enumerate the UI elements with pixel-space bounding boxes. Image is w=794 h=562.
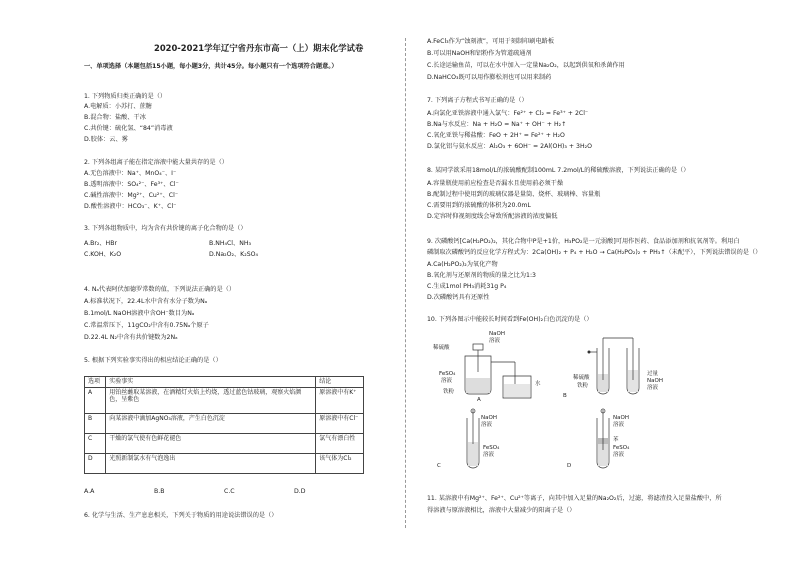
- q5-choice-a: A.A: [84, 488, 95, 495]
- q5-table: [84, 376, 364, 474]
- figure-a-label: FeSO₄: [439, 371, 456, 377]
- q11-stem-cont: 得溶液与原溶液相比，溶液中大量减少的阳离子是（）: [427, 507, 576, 514]
- q4-stem: 4. Nₐ代表阿伏加德罗常数的值，下列说法正确的是（）: [84, 286, 236, 293]
- figure-d-label: 苯: [613, 437, 619, 443]
- q9-option-c: C.生成1mol PH₃消耗31g P₄: [427, 283, 507, 290]
- q4-option-d: D.22.4L N₂中含有共价键数为2Nₐ: [84, 334, 178, 341]
- q9-option-b: B.氧化剂与还原剂的物质的量之比为1:3: [427, 272, 536, 279]
- q2-option-d: D.酸性溶液中：HCO₃⁻、K⁺、Cl⁻: [84, 203, 177, 210]
- q3-option-c: C.KOH、K₂O: [84, 251, 122, 258]
- figure-d-apparatus: [567, 408, 677, 472]
- figure-b-label: 溶液: [647, 385, 659, 391]
- q2-option-b: B.透明溶液中：SO₄²⁻、Fe³⁺、Cl⁻: [84, 181, 179, 188]
- table-cell: 该气体为Cl₂: [316, 453, 364, 473]
- figure-a-label: 铁粉: [443, 389, 455, 395]
- q2-option-c: C.碱性溶液中：Mg²⁺、Cu²⁺、Cl⁻: [84, 192, 179, 199]
- q8-option-a: A.容量瓶使用前应检查是否漏水且使用前必须干燥: [427, 180, 564, 187]
- q6-stem: 6. 化学与生活、生产息息相关，下列关于物质的用途说法错误的是（）: [84, 512, 278, 519]
- table-cell: 向某溶液中滴加AgNO₃溶液，产生白色沉淀: [106, 413, 316, 433]
- figure-b-caption: B: [563, 393, 567, 399]
- figure-c-caption: C: [437, 463, 441, 469]
- right-column: [427, 0, 762, 562]
- q6-option-d: D.NaHCO₃既可以用作膨松剂也可以用来制药: [427, 74, 552, 81]
- q8-option-d: D.定容时仰视刻度线会导致所配溶液的浓度偏低: [427, 213, 558, 220]
- table-cell: A: [85, 387, 106, 413]
- q1-option-b: B.混合物：盐酸、干冰: [84, 114, 146, 121]
- column-divider: [405, 38, 406, 528]
- q7-option-a: A.向氯化亚铁溶液中通入氯气：Fe²⁺ + Cl₂ = Fe³⁺ + 2Cl⁻: [427, 110, 589, 117]
- table-cell: 原溶液中有K⁺: [316, 387, 364, 413]
- q8-option-c: C.需要用到的浓硫酸的体积为20.0mL: [427, 202, 531, 209]
- q6-option-b: B.可以用NaOH和铝粉作为管道疏通剂: [427, 50, 532, 57]
- table-cell: B: [85, 413, 106, 433]
- figure-a-label: 水: [535, 381, 541, 387]
- table-header-cell: 结论: [316, 377, 364, 388]
- q3-option-b: B.NH₄Cl、NH₃: [209, 240, 251, 247]
- q11-stem: 11. 某溶液中有Mg²⁺、Fe²⁺、Cu²⁺等离子，向其中加入足量的Na₂O₂后，过滤，将滤渣投入足量盐酸中，所: [427, 495, 722, 502]
- table-cell: 用铂丝蘸取某溶液，在酒精灯火焰上灼烧，透过蓝色钴玻璃，观察火焰颜色，呈紫色: [106, 387, 316, 413]
- q7-stem: 7. 下列离子方程式书写正确的是（）: [427, 97, 528, 104]
- table-header-row: [85, 377, 364, 388]
- q4-option-a: A.标准状况下，22.4L水中含有水分子数为Nₐ: [84, 298, 208, 305]
- table-cell: 干燥的氯气使有色鲜花褪色: [106, 433, 316, 453]
- figure-b-label: 过量: [647, 371, 659, 377]
- q1-option-d: D.胶体：云、雾: [84, 136, 128, 143]
- table-cell: 原溶液中有Cl⁻: [316, 413, 364, 433]
- table-cell: C: [85, 433, 106, 453]
- figure-d-label: FeSO₄: [613, 445, 630, 451]
- table-row: [85, 433, 364, 453]
- q7-option-c: C.氧化亚铁与稀盐酸：FeO + 2H⁺ = Fe²⁺ + H₂O: [427, 132, 565, 139]
- q4-option-c: C.常温常压下，11gCO₂中含有0.75Nₐ个原子: [84, 322, 209, 329]
- left-column: [84, 0, 384, 562]
- q6-option-c: C.长途运输鱼苗，可以在水中加入一定量Na₂O₂，以起到供氧和杀菌作用: [427, 62, 625, 69]
- figure-c-label: FeSO₄: [483, 445, 500, 451]
- figure-d-caption: D: [567, 463, 572, 469]
- q8-stem: 8. 某同学欲采用18mol/L的浓硫酸配制100mL 7.2mol/L的稀硫酸溶液，下列说法正确的是（）: [427, 167, 690, 174]
- q2-stem: 2. 下列各组离子能在指定溶液中能大量共存的是（）: [84, 159, 228, 166]
- figure-a-label: 稀硫酸: [433, 345, 450, 351]
- q9-stem-cont: 磷制取次磷酸钙的反应化学方程式为：2Ca(OH)₂ + P₄ + H₂O → Ca(H₂PO₂)₂ + PH₃↑（未配平），下列说法错误的是（）: [427, 249, 762, 256]
- q1-option-c: C.共价键：硫化氢、“84”消毒液: [84, 125, 173, 132]
- q3-option-a: A.Br₂、HBr: [84, 240, 117, 247]
- table-cell: 氯气有漂白性: [316, 433, 364, 453]
- table-row: [85, 453, 364, 473]
- figure-c-label: 溶液: [483, 452, 495, 458]
- table-row: [85, 387, 364, 413]
- figure-c-label: NaOH: [481, 415, 497, 421]
- figure-c-label: 溶液: [481, 422, 493, 428]
- q10-stem: 10. 下列各图示中能较长时间看到Fe(OH)₂白色沉淀的是（）: [427, 316, 593, 323]
- q5-choice-d: D.D: [294, 488, 306, 495]
- q9-stem: 9. 次磷酸钙[Ca(H₂PO₂)₂，其化合物中P是+1价，H₃PO₂是一元弱酸]可用作医药、食品添加剂和抗氧剂等。利用白: [427, 238, 740, 245]
- figure-a-label: 溶液: [441, 378, 453, 384]
- q3-option-d: D.Na₂O₂、K₂SO₄: [209, 251, 258, 258]
- apparatus-b-drawing: [567, 330, 707, 402]
- figure-d-label: NaOH: [613, 415, 629, 421]
- table-row: [85, 413, 364, 433]
- q8-option-b: B.配制过程中使用到的玻璃仪器是量筒、烧杯、玻璃棒、容量瓶: [427, 191, 601, 198]
- q7-option-b: B.Na与水反应：Na + H₂O = Na⁺ + OH⁻ + H₂↑: [427, 121, 567, 128]
- table-cell: 光照新制氯水有气泡逸出: [106, 453, 316, 473]
- table-cell: D: [85, 453, 106, 473]
- q5-choice-c: C.C: [224, 488, 235, 495]
- figure-a-label: NaOH: [489, 331, 505, 337]
- q5-choice-b: B.B: [154, 488, 165, 495]
- table-header-cell: 选项: [85, 377, 106, 388]
- q3-stem: 3. 下列各组物质中，均为含有共价键的离子化合物的是（）: [84, 225, 247, 232]
- q1-stem: 1. 下列物质归类正确的是（）: [84, 93, 167, 100]
- figure-b-label: 铁粉: [577, 383, 589, 389]
- figure-d-label: 溶液: [613, 452, 625, 458]
- figure-c-apparatus: [437, 408, 547, 472]
- table-header-cell: 实验事实: [106, 377, 316, 388]
- q9-option-a: A.Ca(H₂PO₂)₂为氧化产物: [427, 261, 498, 268]
- q5-stem: 5. 根据下列实验事实得出的相应结论正确的是（）: [84, 357, 222, 364]
- q4-option-b: B.1mol/L NaOH溶液中含OH⁻数目为Nₐ: [84, 310, 195, 317]
- figure-b-label: NaOH: [647, 378, 663, 384]
- q2-option-a: A.无色溶液中：Na⁺、MnO₄⁻、I⁻: [84, 170, 177, 177]
- q9-option-d: D.次磷酸钙具有还原性: [427, 294, 490, 301]
- figure-a-caption: A: [477, 397, 481, 403]
- q6-option-a: A.FeCl₃作为“蚀刻液”，可用于刻制印刷电路板: [427, 38, 555, 45]
- q1-option-a: A.电解质：小苏打、蔗糖: [84, 103, 152, 110]
- section-heading: 一、单项选择（本题包括15小题，每小题3分，共计45分。每小题只有一个选项符合题意。）: [84, 63, 338, 70]
- q7-option-d: D.氯化铝与氨水反应：Al₂O₃ + 6OH⁻ = 2Al(OH)₃ + 3H₂O: [427, 143, 592, 150]
- page-title: 2020-2021学年辽宁省丹东市高一（上）期末化学试卷: [154, 43, 364, 53]
- figure-b-apparatus: [563, 330, 707, 402]
- figure-a-label: 溶液: [489, 338, 501, 344]
- figure-b-label: 稀硫酸: [573, 375, 590, 381]
- figure-a-apparatus: [433, 330, 547, 403]
- figure-d-label: 溶液: [613, 422, 625, 428]
